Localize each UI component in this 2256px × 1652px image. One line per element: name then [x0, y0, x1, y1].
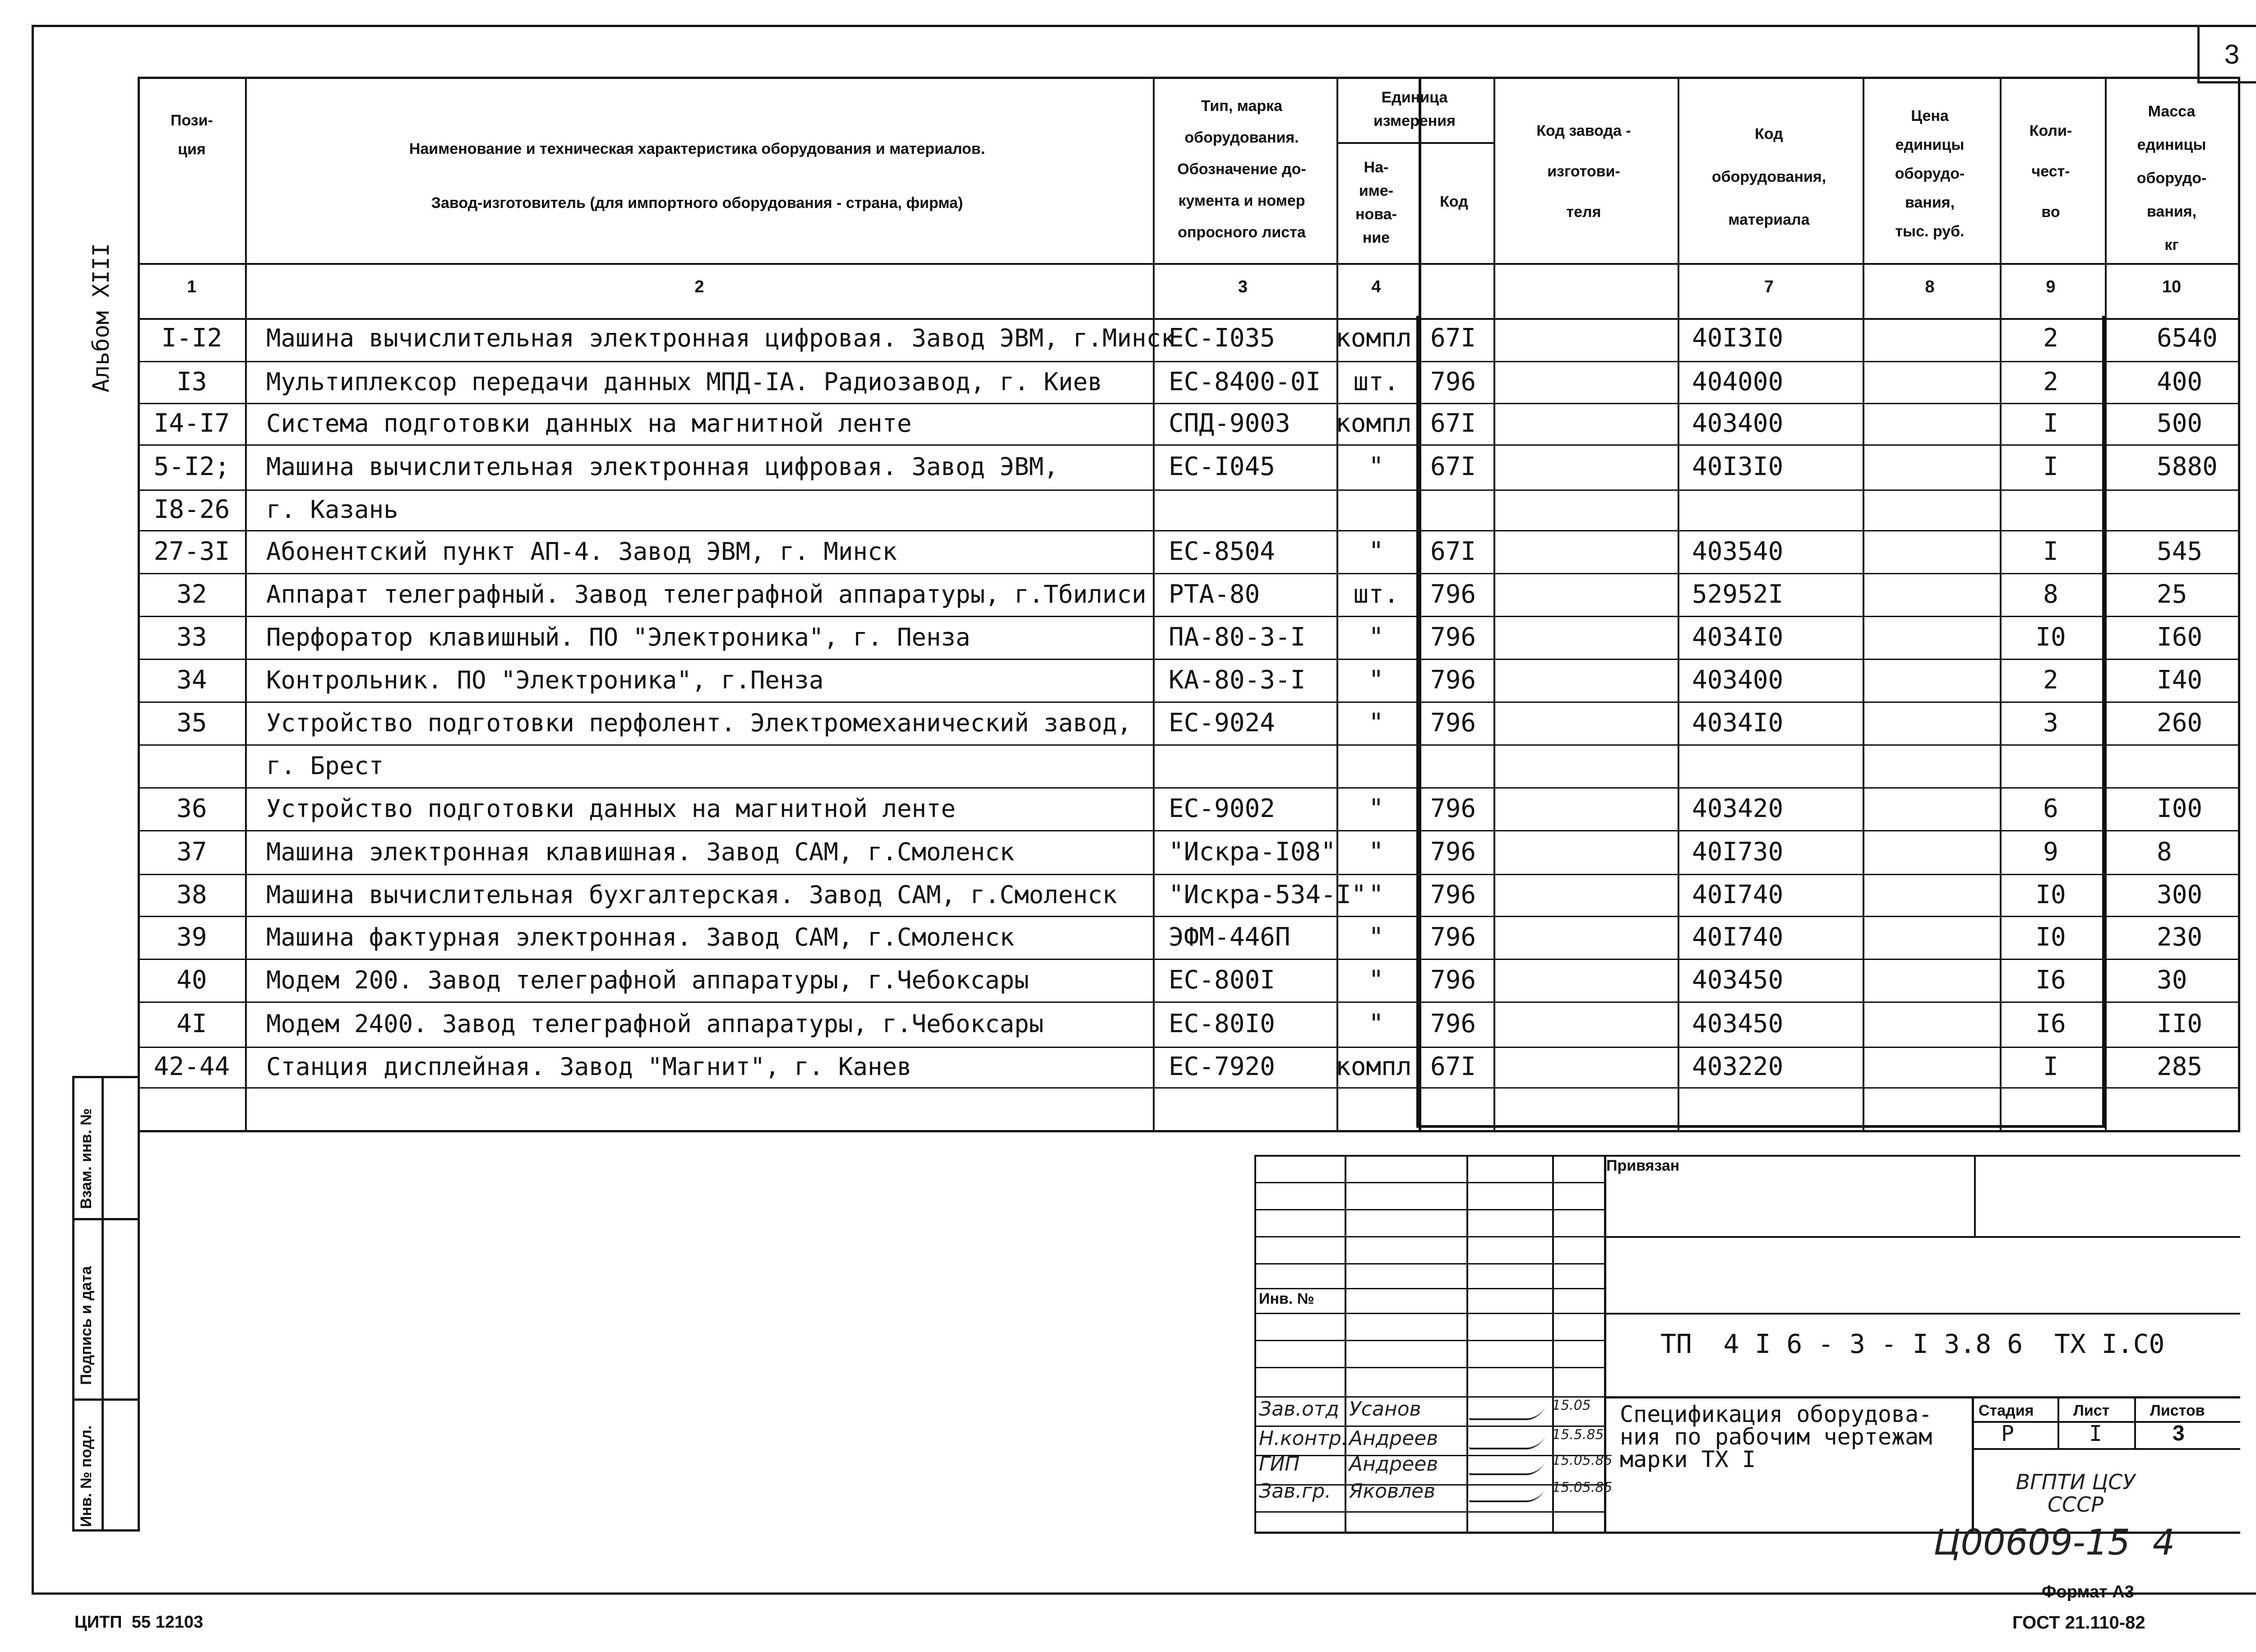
stadia-value: Р	[2001, 1421, 2014, 1446]
cell-unit: "	[1368, 536, 1384, 566]
cell-qty: I	[2043, 452, 2058, 481]
signer-name: Андреев	[1349, 1453, 1438, 1476]
cell-type: ЕС-8504	[1169, 536, 1276, 566]
document-title: Спецификация оборудова- ния по рабочим чертежам марки ТХ I	[1620, 1401, 1932, 1472]
cell-type: "Искра-534-I"	[1169, 880, 1367, 909]
signer-name: Яковлев	[1349, 1480, 1436, 1503]
format-label: Формат А3	[2042, 1583, 2134, 1601]
cell-qty: 3	[2043, 708, 2058, 738]
cell-name: г. Казань	[266, 495, 398, 524]
cell-code: 796	[1430, 665, 1476, 695]
cell-pos: I8-26	[153, 495, 230, 524]
cell-type: ЕС-9024	[1169, 708, 1276, 738]
inv-no-label: Инв. №	[1259, 1290, 1314, 1307]
cell-unit: "	[1368, 1009, 1384, 1038]
signer-name: Усанов	[1349, 1398, 1421, 1421]
stamp-line	[2057, 1396, 2059, 1448]
colnum: 8	[1925, 277, 1935, 296]
stamp-line	[1604, 1313, 2240, 1315]
cell-pos: I4-I7	[153, 409, 230, 438]
cell-unit: "	[1368, 452, 1384, 481]
side-label-vzam: Взам. инв. №	[78, 1108, 95, 1209]
cell-type: ЕС-9002	[1169, 794, 1276, 823]
cell-unit: "	[1368, 965, 1384, 995]
cell-pos: 40	[176, 965, 207, 995]
stamp-line	[1604, 1236, 2240, 1238]
listov-label: Листов	[2150, 1402, 2205, 1419]
cell-equip: 40I740	[1692, 880, 1784, 909]
colnum: 9	[2046, 277, 2056, 296]
list-label: Лист	[2073, 1402, 2110, 1419]
cell-equip: 403400	[1692, 665, 1784, 695]
signer-name: Андреев	[1349, 1427, 1438, 1450]
cell-unit: компл.	[1336, 323, 1427, 353]
side-label-inv-podl: Инв. № подл.	[78, 1425, 95, 1527]
cell-pos: 34	[176, 665, 207, 695]
stamp-line	[1254, 1367, 1604, 1368]
stamp-line	[1254, 1511, 1604, 1513]
album-label: Альбом XIII	[88, 243, 114, 392]
handwritten-number: Ц00609-15 4	[1933, 1523, 2175, 1563]
cell-mass: 400	[2157, 367, 2203, 397]
stamp-line	[1974, 1155, 1976, 1236]
cell-pos: 38	[176, 880, 207, 909]
cell-unit: шт.	[1353, 367, 1399, 397]
colnum: 7	[1764, 277, 1774, 296]
cell-mass: II0	[2157, 1009, 2203, 1038]
stamp-line	[1254, 1313, 1604, 1314]
cell-name: Мультиплексор передачи данных МПД-IА. Радиозавод, г. Киев	[266, 367, 1103, 396]
signature-mark	[1468, 1488, 1546, 1502]
colnum: 4	[1371, 277, 1381, 296]
cell-unit: "	[1368, 794, 1384, 823]
signer-role: Зав.отд	[1259, 1398, 1340, 1421]
footer-left: ЦИТП 55 12103	[74, 1613, 203, 1632]
signer-date: 15.05	[1552, 1398, 1591, 1413]
cell-type: "Искра-I08"	[1169, 837, 1336, 867]
cell-mass: I40	[2157, 665, 2203, 695]
list-value: I	[2089, 1421, 2102, 1446]
cell-qty: I	[2043, 1052, 2058, 1081]
stamp-line	[1254, 1263, 1604, 1264]
cell-equip: 52952I	[1692, 579, 1784, 609]
colnum: 1	[187, 277, 197, 296]
cell-unit: шт.	[1353, 579, 1399, 609]
organization: ВГПТИ ЦСУ СССР	[2016, 1470, 2136, 1517]
stamp-line	[1604, 1396, 2240, 1398]
cell-type: ЕС-80I0	[1169, 1009, 1276, 1038]
cell-mass: 5880	[2157, 452, 2218, 481]
cell-equip: 40I3I0	[1692, 323, 1784, 353]
cell-qty: I6	[2035, 1009, 2066, 1038]
cell-code: 67I	[1430, 536, 1476, 566]
cell-mass: 545	[2157, 536, 2203, 566]
cell-type: ЕС-800I	[1169, 965, 1276, 995]
cell-unit: "	[1368, 708, 1384, 738]
cell-mass: 6540	[2157, 323, 2218, 353]
cell-qty: I0	[2035, 622, 2066, 652]
cell-code: 796	[1430, 837, 1476, 867]
cell-equip: 4034I0	[1692, 708, 1784, 738]
cell-name: г. Брест	[266, 751, 384, 780]
cell-equip: 403400	[1692, 409, 1784, 438]
header-price: Цена единицы оборудо- вания, тыс. руб.	[1895, 107, 1965, 240]
cell-equip: 403220	[1692, 1052, 1784, 1081]
header-name: Наименование и техническая характеристика оборудования и материалов. Завод-изготовитель (для импортного оборудования - страна, фирма)	[409, 140, 985, 212]
cell-name: Машина вычислительная электронная цифровая. Завод ЭВМ, г.Минск	[266, 324, 1176, 352]
header-pos: Пози- ция	[171, 112, 213, 158]
stamp-line	[1254, 1340, 1604, 1341]
cell-mass: 8	[2157, 837, 2172, 867]
signature-mark	[1468, 1406, 1546, 1420]
cell-type: ЕС-I035	[1169, 323, 1276, 353]
cell-mass: 25	[2157, 579, 2187, 609]
cell-name: Машина фактурная электронная. Завод САМ, г.Смоленск	[266, 923, 1015, 951]
stamp-line	[1604, 1155, 1606, 1532]
cell-unit: "	[1368, 922, 1384, 952]
listov-value: 3	[2173, 1421, 2185, 1445]
cell-mass: I60	[2157, 622, 2203, 652]
cell-type: СПД-9003	[1169, 409, 1290, 438]
cell-mass: 30	[2157, 965, 2187, 995]
cell-qty: I0	[2035, 922, 2066, 952]
cell-code: 67I	[1430, 452, 1476, 481]
cell-type: КА-80-3-I	[1169, 665, 1306, 695]
cell-mass: 285	[2157, 1052, 2203, 1081]
cell-type: РТА-80	[1169, 579, 1260, 609]
cell-type: ЕС-I045	[1169, 452, 1276, 481]
cell-code: 796	[1430, 922, 1476, 952]
cell-unit: компл.	[1336, 1052, 1427, 1081]
cell-name: Аппарат телеграфный. Завод телеграфной аппаратуры, г.Тбилиси	[266, 580, 1146, 609]
cell-equip: 403450	[1692, 965, 1784, 995]
cell-pos: 4I	[176, 1009, 207, 1038]
cell-code: 796	[1430, 579, 1476, 609]
cell-qty: I6	[2035, 965, 2066, 995]
cell-code: 796	[1430, 708, 1476, 738]
cell-mass: 500	[2157, 409, 2203, 438]
cell-qty: 2	[2043, 367, 2058, 397]
footer-right: ГОСТ 21.110-82	[2012, 1613, 2145, 1633]
cell-unit: "	[1368, 880, 1384, 909]
cell-pos: I-I2	[161, 323, 222, 353]
stadia-label: Стадия	[1979, 1402, 2034, 1419]
side-label-podpis: Подпись и дата	[78, 1266, 95, 1385]
signer-date: 15.5.85	[1552, 1427, 1604, 1443]
cell-name: Устройство подготовки перфолент. Электромеханический завод,	[266, 708, 1132, 737]
side-divider-vertical	[102, 1076, 104, 1532]
stamp-line	[1254, 1236, 1604, 1237]
cell-equip: 40I730	[1692, 837, 1784, 867]
cell-name: Машина вычислительная электронная цифровая. Завод ЭВМ,	[266, 452, 1059, 481]
cell-code: 67I	[1430, 1052, 1476, 1081]
cell-code: 67I	[1430, 409, 1476, 438]
cell-code: 796	[1430, 965, 1476, 995]
cell-name: Контрольник. ПО "Электроника", г.Пенза	[266, 665, 824, 694]
cell-pos: 36	[176, 794, 207, 823]
cell-code: 796	[1430, 1009, 1476, 1038]
signer-role: ГИП	[1259, 1453, 1300, 1476]
document-code: ТП 4 I 6 - 3 - I 3.8 6 ТХ I.С0	[1660, 1329, 2165, 1359]
cell-code: 796	[1430, 622, 1476, 652]
colnum: 10	[2162, 277, 2182, 296]
cell-pos: 27-3I	[153, 536, 230, 566]
cell-code: 796	[1430, 794, 1476, 823]
signer-date: 15.05.85	[1552, 1453, 1613, 1468]
cell-pos: 39	[176, 922, 207, 952]
cell-equip: 40I740	[1692, 922, 1784, 952]
cell-type: ЭФМ-446П	[1169, 922, 1290, 952]
cell-name: Устройство подготовки данных на магнитной ленте	[266, 794, 956, 823]
cell-name: Абонентский пункт АП-4. Завод ЭВМ, г. Минск	[266, 537, 897, 566]
cell-code: 796	[1430, 880, 1476, 909]
bold-border	[1416, 316, 2105, 1128]
cell-type: ЕС-7920	[1169, 1052, 1276, 1081]
cell-qty: 2	[2043, 323, 2058, 353]
cell-equip: 403450	[1692, 1009, 1784, 1038]
side-divider	[72, 1398, 140, 1401]
cell-pos: 37	[176, 837, 207, 867]
stamp-line	[2134, 1396, 2136, 1448]
stamp-line	[1254, 1182, 1604, 1183]
stamp-line	[1254, 1209, 1604, 1210]
cell-mass: I00	[2157, 794, 2203, 823]
cell-mass: 260	[2157, 708, 2203, 738]
cell-pos: I3	[176, 367, 207, 397]
cell-code: 67I	[1430, 323, 1476, 353]
cell-unit: "	[1368, 837, 1384, 867]
cell-qty: I	[2043, 536, 2058, 566]
stamp-line	[1552, 1155, 1554, 1532]
cell-qty: 9	[2043, 837, 2058, 867]
header-equip: Код оборудования, материала	[1711, 125, 1826, 228]
cell-name: Машина электронная клавишная. Завод САМ, г.Смоленск	[266, 837, 1015, 866]
sheet-number: 3	[2197, 27, 2256, 83]
header-unit: Единица измерения	[1373, 89, 1456, 129]
cell-type: ЕС-8400-0I	[1169, 367, 1321, 397]
cell-unit: "	[1368, 622, 1384, 652]
cell-type: ПА-80-3-I	[1169, 622, 1306, 652]
cell-pos: 42-44	[153, 1052, 230, 1081]
cell-qty: I	[2043, 409, 2058, 438]
signer-role: Н.контр.	[1259, 1427, 1348, 1450]
colnum: 3	[1238, 277, 1248, 296]
cell-mass: 300	[2157, 880, 2203, 909]
cell-name: Модем 2400. Завод телеграфной аппаратуры, г.Чебоксары	[266, 1010, 1044, 1038]
stamp-line	[1254, 1288, 1604, 1289]
header-unit-code: Код	[1440, 193, 1468, 210]
cell-qty: 8	[2043, 579, 2058, 609]
header-maker: Код завода - изготови- теля	[1536, 122, 1631, 221]
cell-pos: 32	[176, 579, 207, 609]
header-mass: Масса единицы оборудо- вания, кг	[2136, 103, 2207, 254]
stamp-line	[1466, 1155, 1468, 1532]
cell-qty: 6	[2043, 794, 2058, 823]
cell-equip: 403420	[1692, 794, 1784, 823]
cell-equip: 403540	[1692, 536, 1784, 566]
side-divider	[72, 1218, 140, 1220]
cell-name: Станция дисплейная. Завод "Магнит", г. Канев	[266, 1052, 912, 1081]
colnum: 2	[694, 277, 704, 296]
stamp-line	[1972, 1448, 2240, 1450]
signature-mark	[1468, 1461, 1546, 1475]
cell-name: Модем 200. Завод телеграфной аппаратуры, г.Чебоксары	[266, 965, 1029, 994]
cell-name: Машина вычислительная бухгалтерская. Завод САМ, г.Смоленск	[266, 880, 1117, 909]
header-type: Тип, марка оборудования. Обозначение до- кумента и номер опросного листа	[1177, 97, 1306, 241]
stamp-line	[1345, 1155, 1346, 1532]
header-unit-name: На- име- нова- ние	[1355, 159, 1397, 246]
cell-qty: 2	[2043, 665, 2058, 695]
cell-unit: "	[1368, 665, 1384, 695]
cell-pos: 5-I2;	[153, 452, 230, 481]
cell-code: 796	[1430, 367, 1476, 397]
signer-date: 15.05.85	[1552, 1480, 1613, 1495]
cell-equip: 404000	[1692, 367, 1784, 397]
cell-name: Перфоратор клавишный. ПО "Электроника", г. Пенза	[266, 623, 971, 651]
header-qty: Коли- чест- во	[2029, 122, 2072, 221]
cell-equip: 4034I0	[1692, 622, 1784, 652]
cell-pos: 33	[176, 622, 207, 652]
signer-role: Зав.гр.	[1259, 1480, 1331, 1503]
cell-unit: компл.	[1336, 409, 1427, 438]
stamp-line	[1972, 1396, 1974, 1532]
cell-pos: 35	[176, 708, 207, 738]
cell-mass: 230	[2157, 922, 2203, 952]
cell-equip: 40I3I0	[1692, 452, 1784, 481]
signature-mark	[1468, 1435, 1546, 1449]
cell-qty: I0	[2035, 880, 2066, 909]
cell-name: Система подготовки данных на магнитной ленте	[266, 409, 912, 438]
privyazan-label: Привязан	[1606, 1157, 1680, 1174]
